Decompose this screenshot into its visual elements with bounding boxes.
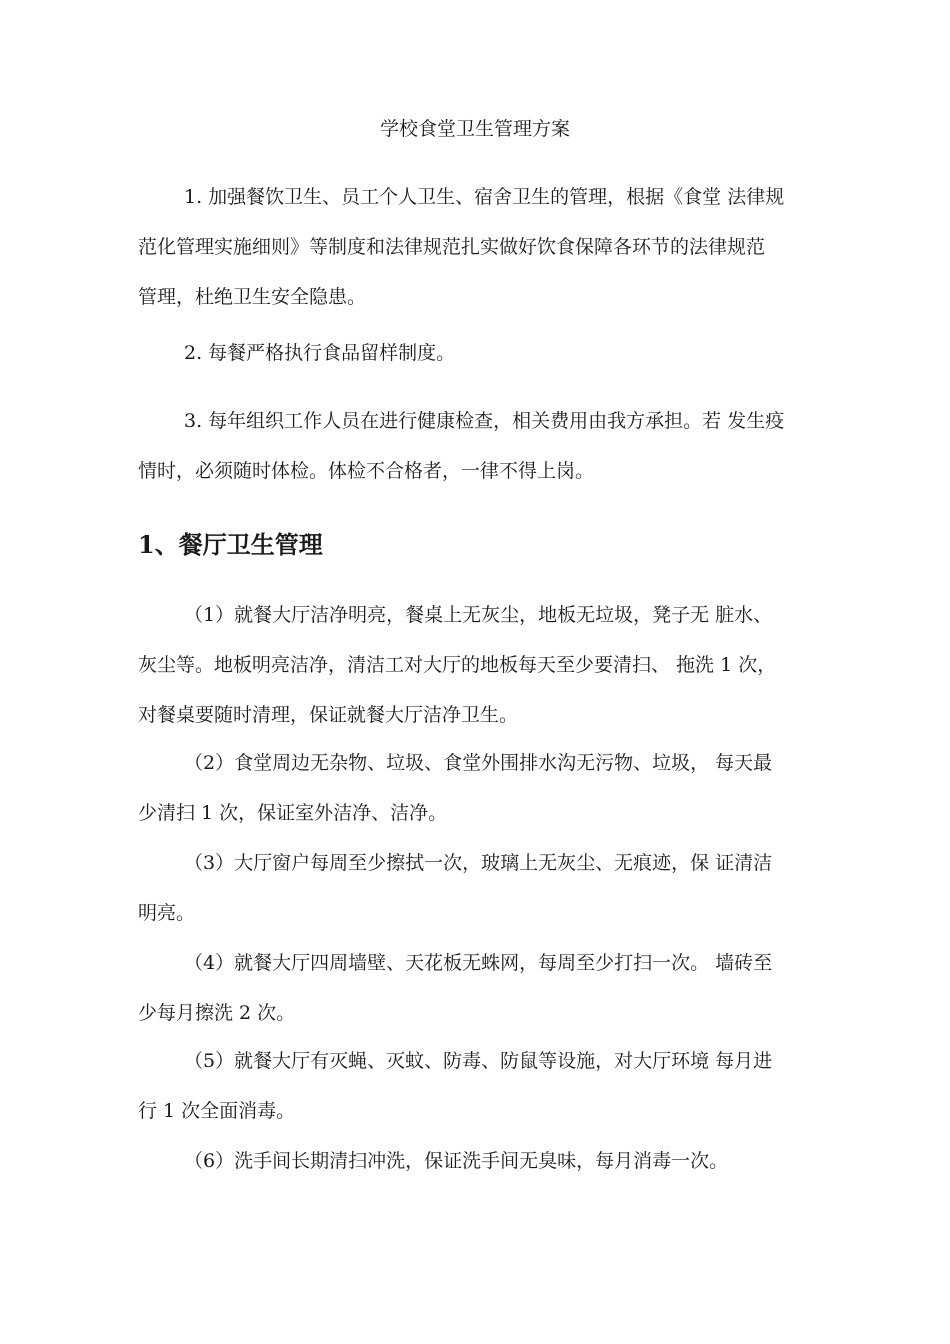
text-line: 3. 每年组织工作人员在进行健康检查，相关费用由我方承担。若 发生疫 — [184, 410, 785, 432]
item-paragraph-5 — [138, 1036, 828, 1136]
text-line: （4）就餐大厅四周墙壁、天花板无蛛网，每周至少打扫一次。 墙砖至 — [184, 952, 773, 974]
text-line: 少清扫 1 次，保证室外洁净、洁净。 — [138, 802, 448, 824]
item-paragraph-1 — [138, 590, 828, 740]
document-title: 学校食堂卫生管理方案 — [379, 118, 570, 140]
intro-paragraph-2 — [138, 328, 828, 378]
text-line: （5）就餐大厅有灭蝇、灭蚊、防毒、防鼠等设施，对大厅环境 每月进 — [184, 1050, 773, 1072]
item-paragraph-4 — [138, 938, 828, 1038]
text-line: 范化管理实施细则》等制度和法律规范扎实做好饮食保障各环节的法律规范 — [138, 236, 766, 258]
text-line: 对餐桌要随时清理，保证就餐大厅洁净卫生。 — [138, 704, 519, 726]
item-paragraph-6 — [138, 1136, 828, 1186]
intro-paragraph-3 — [138, 396, 828, 496]
text-line: （1）就餐大厅洁净明亮，餐桌上无灰尘，地板无垃圾，凳子无 脏水、 — [184, 604, 773, 626]
text-line: 管理，杜绝卫生安全隐患。 — [138, 286, 367, 308]
text-line: 1. 加强餐饮卫生、员工个人卫生、宿舍卫生的管理，根据《食堂 法律规 — [184, 186, 785, 208]
text-line: 灰尘等。地板明亮洁净，清洁工对大厅的地板每天至少要清扫、 拖洗 1 次， — [138, 654, 777, 676]
text-line: 情时，必须随时体检。体检不合格者，一律不得上岗。 — [138, 460, 595, 482]
text-line: （3）大厅窗户每周至少擦拭一次，玻璃上无灰尘、无痕迹，保 证清洁 — [184, 852, 773, 874]
text-line: （6）洗手间长期清扫冲洗，保证洗手间无臭味，每月消毒一次。 — [184, 1150, 729, 1172]
text-line: 明亮。 — [138, 902, 196, 924]
text-line: 行 1 次全面消毒。 — [138, 1100, 296, 1122]
item-paragraph-3 — [138, 838, 828, 938]
text-line: 少每月擦洗 2 次。 — [138, 1002, 296, 1024]
intro-paragraph-1 — [138, 172, 828, 322]
item-paragraph-2 — [138, 738, 828, 838]
section-heading: 1、餐厅卫生管理 — [138, 530, 323, 559]
text-line: 2. 每餐严格执行食品留样制度。 — [184, 342, 456, 364]
text-line: （2）食堂周边无杂物、垃圾、食堂外围排水沟无污物、垃圾， 每天最 — [184, 752, 773, 774]
